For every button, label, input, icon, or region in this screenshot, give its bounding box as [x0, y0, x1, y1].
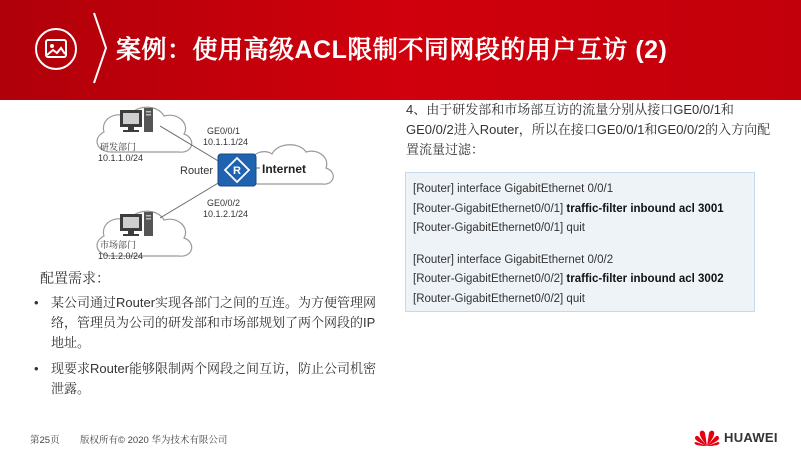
list-item	[32, 359, 377, 399]
code-command: traffic-filter inbound acl 3002	[566, 273, 724, 285]
list-item	[32, 293, 377, 353]
network-topology-diagram	[60, 96, 350, 266]
code-gap	[413, 239, 754, 251]
if-top-ip: 10.1.1.1/24	[203, 137, 249, 147]
if-top-name: GE0/0/1	[207, 126, 241, 136]
pc-top-network: 10.1.1.0/24	[98, 153, 144, 163]
pc-bottom-name: 市场部门	[100, 240, 137, 250]
bullet-dot-icon: •	[34, 295, 39, 310]
image-icon	[34, 27, 78, 71]
brand-name: HUAWEI	[724, 430, 778, 445]
page-title: 案例：使用高级ACL限制不同网段的用户互访 (2)	[116, 36, 668, 64]
code-line	[413, 200, 754, 220]
config-code-box	[405, 172, 755, 312]
header-banner	[0, 0, 801, 100]
code-line: [Router] interface GigabitEthernet 0/0/2	[413, 253, 614, 266]
bullet-text: 某公司通过Router实现各部门之间的互连。为方便管理网络，管理员为公司的研发部和市场部规划了两个网段的IP地址。	[51, 295, 377, 350]
step-description: 4、由于研发部和市场部互访的流量分别从接口GE0/0/1和GE0/0/2进入Router，所以在接口GE0/0/1和GE0/0/2的入方向配置流量过滤：	[406, 102, 771, 157]
bullet-text: 现要求Router能够限制两个网段之间互访，防止公司机密泄露。	[51, 361, 377, 396]
requirements-list	[32, 293, 377, 405]
code-command: traffic-filter inbound acl 3001	[566, 202, 724, 215]
huawei-logo-icon	[694, 427, 720, 447]
code-prompt: [Router-GigabitEthernet0/0/1]	[413, 202, 567, 215]
if-bottom-name: GE0/0/2	[207, 198, 241, 208]
requirements-title: 配置需求：	[40, 270, 110, 286]
code-prompt: [Router-GigabitEthernet0/0/2]	[413, 273, 567, 285]
page-number: 第25页	[30, 435, 60, 446]
code-line	[413, 270, 754, 290]
bullet-dot-icon: •	[34, 361, 39, 376]
pc-bottom-network: 10.1.2.0/24	[98, 251, 144, 261]
router-icon	[218, 154, 256, 186]
code-line: [Router-GigabitEthernet0/0/1] quit	[413, 222, 585, 234]
internet-label: Internet	[262, 162, 307, 176]
router-label: Router	[180, 165, 214, 177]
code-line: [Router-GigabitEthernet0/0/2] quit	[413, 292, 585, 305]
code-line: [Router] interface GigabitEthernet 0/0/1	[413, 183, 614, 195]
copyright-text: 版权所有© 2020 华为技术有限公司	[80, 435, 228, 446]
pc-top-name: 研发部门	[100, 142, 137, 152]
if-bottom-ip: 10.1.2.1/24	[203, 209, 249, 219]
svg-text:R: R	[233, 165, 241, 177]
